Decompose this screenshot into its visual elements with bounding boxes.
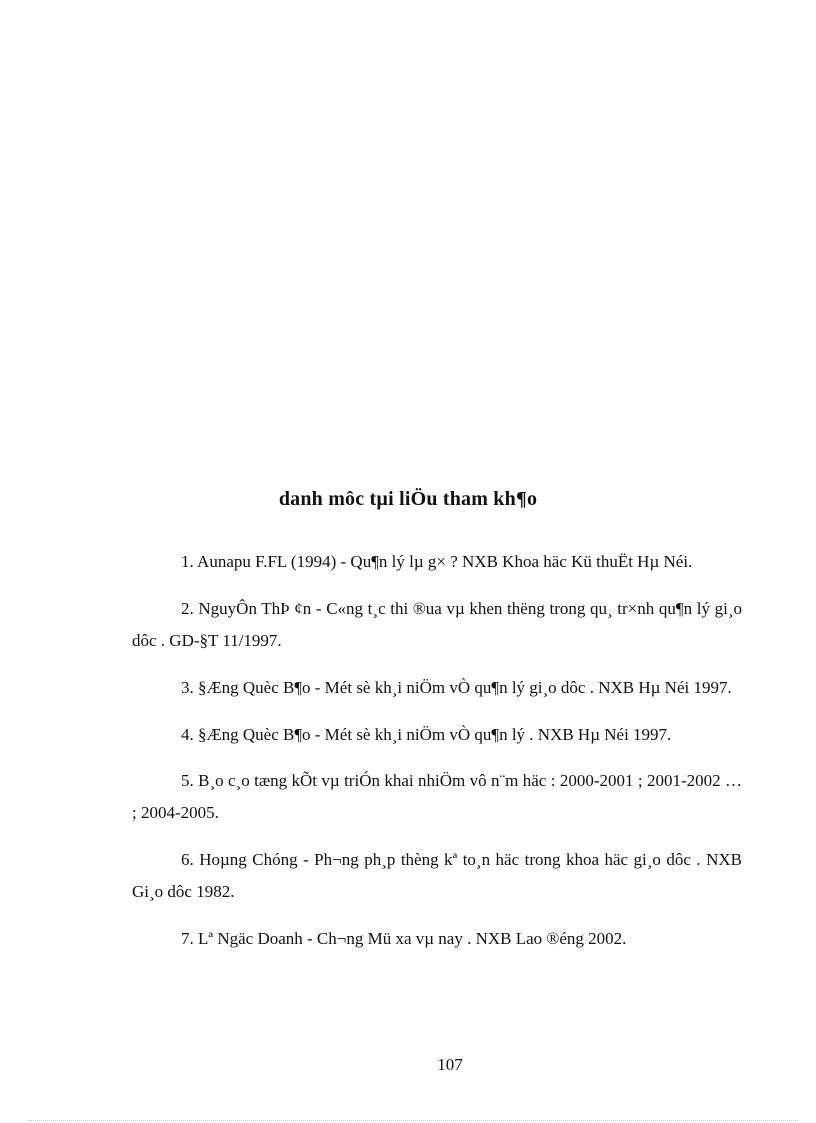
- reference-item: 5. B¸o c¸o tæng kÕt vµ triÓn khai nhiÖm vô n¨m häc : 2000-2001 ; 2001-2002 … ; 2004-2005.: [132, 771, 742, 822]
- page-title: danh môc tµi liÖu tham kh¶o: [278, 488, 538, 510]
- reference-item: 4. §Æng Quèc B¶o - Mét sè kh¸i niÖm vÒ qu¶n lý . NXB Hµ Néi 1997.: [181, 725, 672, 744]
- reference-item: 3. §Æng Quèc B¶o - Mét sè kh¸i niÖm vÒ qu¶n lý gi¸o dôc . NXB Hµ Néi 1997.: [181, 678, 732, 697]
- reference-list: [132, 546, 742, 969]
- reference-item: 2. NguyÔn ThÞ ¢n - C«ng t¸c thi ®ua vµ khen thëng trong qu¸ tr×nh qu¶n lý gi¸o dôc . GD-§T 11/1997.: [132, 599, 742, 650]
- reference-item: 6. Hoµng Chóng - Ph¬ng ph¸p thèng kª to¸n häc trong khoa häc gi¸o dôc . NXB Gi¸o dôc 1982.: [132, 850, 742, 901]
- page-number: 107: [437, 1055, 463, 1074]
- reference-item: 7. Lª Ngäc Doanh - Ch¬ng Mü xa vµ nay . NXB Lao ®éng 2002.: [181, 929, 627, 948]
- reference-item: 1. Aunapu F.FL (1994) - Qu¶n lý lµ g× ? NXB Khoa häc Kü thuËt Hµ Néi.: [181, 552, 693, 571]
- footer-divider: [28, 1120, 798, 1121]
